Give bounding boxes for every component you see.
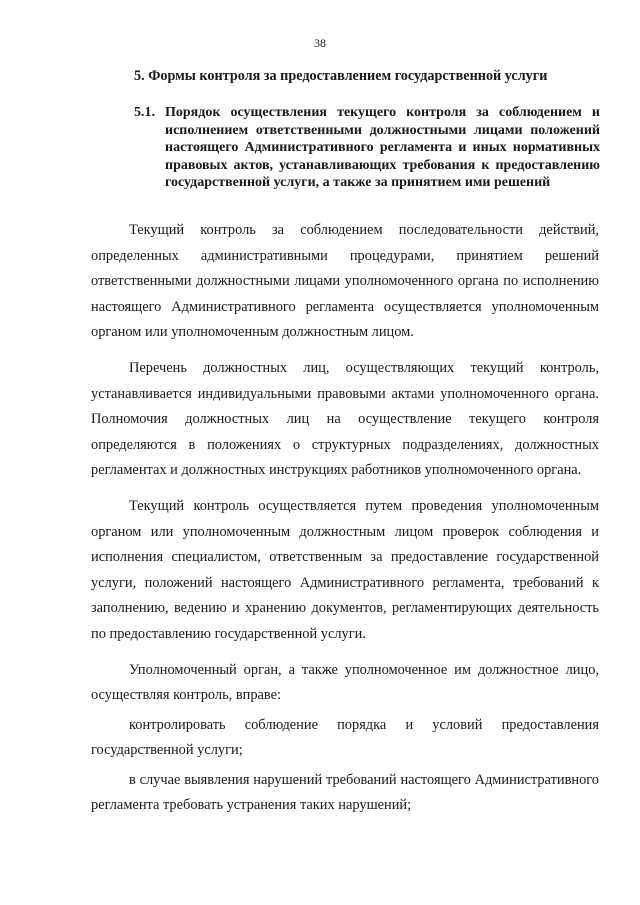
paragraph-control-method: Текущий контроль осуществляется путем проведения уполномоченным органом или уполномоченным должностным лицом проверок соблюдения и исполнения специалистом, ответственным за предоставление государственной услуги, положений настоящего Административного регламента, требований к заполнению, ведению и хранению документов, регламентирующих деятельность по предоставлению государственной услуги. bbox=[91, 497, 599, 642]
body-text bbox=[91, 218, 599, 829]
page-number: 38 bbox=[314, 36, 326, 50]
paragraph-current-control: Текущий контроль за соблюдением последовательности действий, определенных административными процедурами, принятием решений ответственными должностными лицами уполномоченного органа по исполнению настоящего Административного регламента осуществляется уполномоченным органом или уполномоченным должностным лицом. bbox=[91, 222, 599, 341]
subsection-heading bbox=[134, 104, 600, 192]
subsection-title: Порядок осуществления текущего контроля за соблюдением и исполнением ответственными должностными лицами положений настоящего Административного регламента и иных нормативных правовых актов, устанавливающих требования к предоставлению государственной услуги, а также за принятием ими решений bbox=[165, 105, 600, 191]
paragraph-right-remedy: в случае выявления нарушений требований настоящего Административного регламента требовать устранения таких нарушений; bbox=[91, 771, 599, 814]
section-title: 5. Формы контроля за предоставлением государственной услуги bbox=[134, 68, 548, 84]
paragraph-right-control: контролировать соблюдение порядка и условий предоставления государственной услуги; bbox=[91, 716, 599, 759]
paragraph-authority-rights: Уполномоченный орган, а также уполномоченное им должностное лицо, осуществляя контроль, вправе: bbox=[91, 661, 599, 704]
subsection-number: 5.1. bbox=[134, 105, 155, 120]
paragraph-officials-list: Перечень должностных лиц, осуществляющих текущий контроль, устанавливается индивидуальными правовыми актами уполномоченного органа. Полномочия должностных лиц на осуществление текущего контроля определяются в положениях о структурных подразделениях, должностных регламентах и должностных инструкциях работников уполномоченного органа. bbox=[91, 359, 599, 479]
